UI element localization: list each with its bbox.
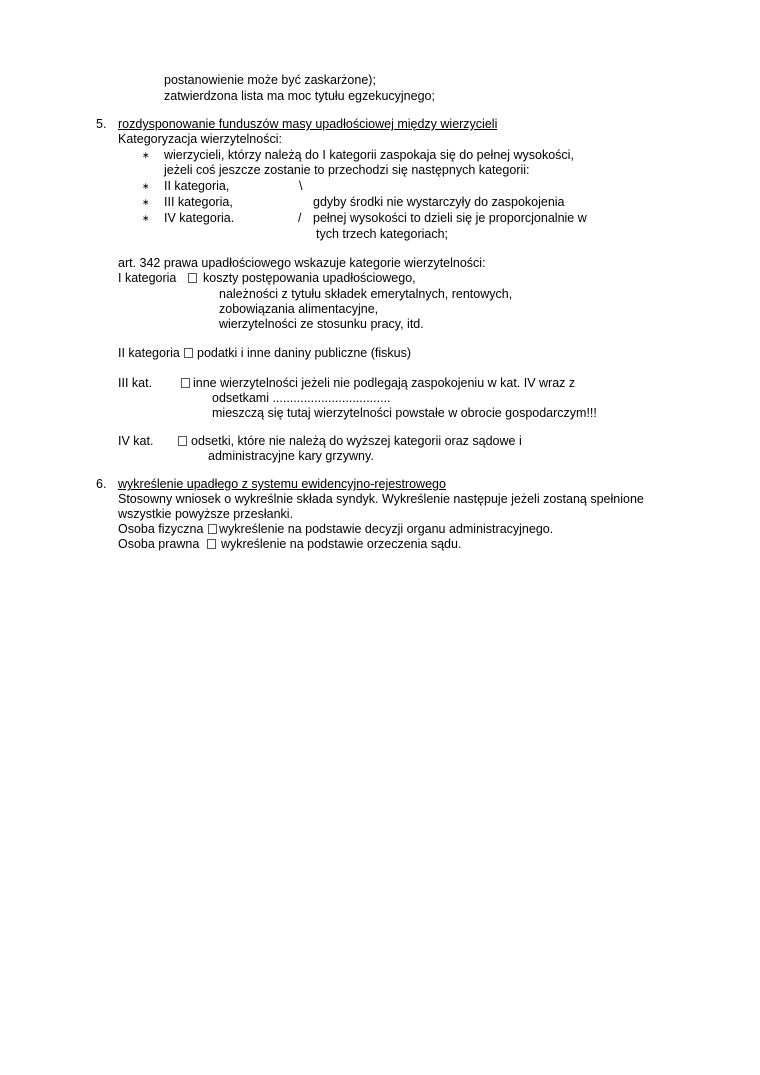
bullet-1-line-1: wierzycieli, którzy należą do I kategorii zaspokaja się do pełnej wysokości, <box>164 148 574 162</box>
category-3-line-1: inne wierzytelności jeżeli nie podlegają zaspokojeniu w kat. IV wraz z <box>193 376 576 390</box>
article-reference: art. 342 prawa upadłościowego wskazuje kategorie wierzytelności: <box>118 256 486 270</box>
section-5-subheading: Kategoryzacja wierzytelności: <box>118 132 282 146</box>
bullet-icon: ∗ <box>142 213 150 223</box>
section-6-number: 6. <box>96 477 107 491</box>
arrow-icon <box>175 434 190 449</box>
arrow-icon <box>204 537 219 552</box>
bullet-4-note-line-2: tych trzech kategoriach; <box>316 227 449 241</box>
intro-line-1: postanowienie może być zaskarżone); <box>164 73 376 87</box>
category-4-line-2: administracyjne kary grzywny. <box>208 449 374 463</box>
section-5-heading: rozdysponowanie funduszów masy upadłościowej między wierzycieli <box>118 117 498 131</box>
bullet-4-bracket-mark: / <box>298 211 302 225</box>
category-1-line-3: zobowiązania alimentacyjne, <box>219 302 379 316</box>
bullet-4-note-line-1: pełnej wysokości to dzieli się je proporcjonalnie w <box>313 211 587 225</box>
section-6-line-1: Stosowny wniosek o wykreślnie składa syndyk. Wykreślenie następuje jeżeli zostaną spełnione <box>118 492 644 506</box>
section-6-line-4-text: wykreślenie na podstawie orzeczenia sądu. <box>221 537 462 551</box>
section-6-heading: wykreślenie upadłego z systemu ewidencyjno-rejestrowego <box>118 477 446 491</box>
arrow-icon <box>181 346 196 361</box>
section-6-line-4-label: Osoba prawna <box>118 537 200 551</box>
category-3-line-3: mieszczą się tutaj wierzytelności powstałe w obrocie gospodarczym!!! <box>212 406 597 420</box>
section-5-number: 5. <box>96 117 107 131</box>
intro-line-2: zatwierdzona lista ma moc tytułu egzekucyjnego; <box>164 89 435 103</box>
arrow-icon <box>205 522 220 537</box>
bullet-icon: ∗ <box>142 197 150 207</box>
arrow-icon <box>185 271 200 286</box>
category-1-label: I kategoria <box>118 271 177 285</box>
bullet-3-note: gdyby środki nie wystarczyły do zaspokojenia <box>313 195 565 209</box>
bullet-2: II kategoria, <box>164 179 230 193</box>
bullet-icon: ∗ <box>142 181 150 191</box>
category-2-text: podatki i inne daniny publiczne (fiskus) <box>197 346 412 360</box>
category-4-line-1: odsetki, które nie należą do wyższej kategorii oraz sądowe i <box>191 434 522 448</box>
category-1-line-2: należności z tytułu składek emerytalnych, rentowych, <box>219 287 513 301</box>
bullet-3: III kategoria, <box>164 195 233 209</box>
bullet-icon: ∗ <box>142 150 150 160</box>
category-1-line-4: wierzytelności ze stosunku pracy, itd. <box>219 317 424 331</box>
section-6-line-2: wszystkie powyższe przesłanki. <box>118 507 294 521</box>
bullet-1-line-2: jeżeli coś jeszcze zostanie to przechodzi się następnych kategorii: <box>164 163 530 177</box>
category-1-line-1: koszty postępowania upadłościowego, <box>203 271 416 285</box>
arrow-icon <box>178 376 193 391</box>
category-3-label: III kat. <box>118 376 153 390</box>
category-3-line-2: odsetkami .................................. <box>212 391 391 405</box>
bullet-4: IV kategoria. <box>164 211 235 225</box>
section-6-line-3-text: wykreślenie na podstawie decyzji organu administracyjnego. <box>219 522 554 536</box>
category-4-label: IV kat. <box>118 434 154 448</box>
section-6-line-3-label: Osoba fizyczna <box>118 522 204 536</box>
category-2-label: II kategoria <box>118 346 180 360</box>
bullet-2-bracket-mark: \ <box>299 179 303 193</box>
